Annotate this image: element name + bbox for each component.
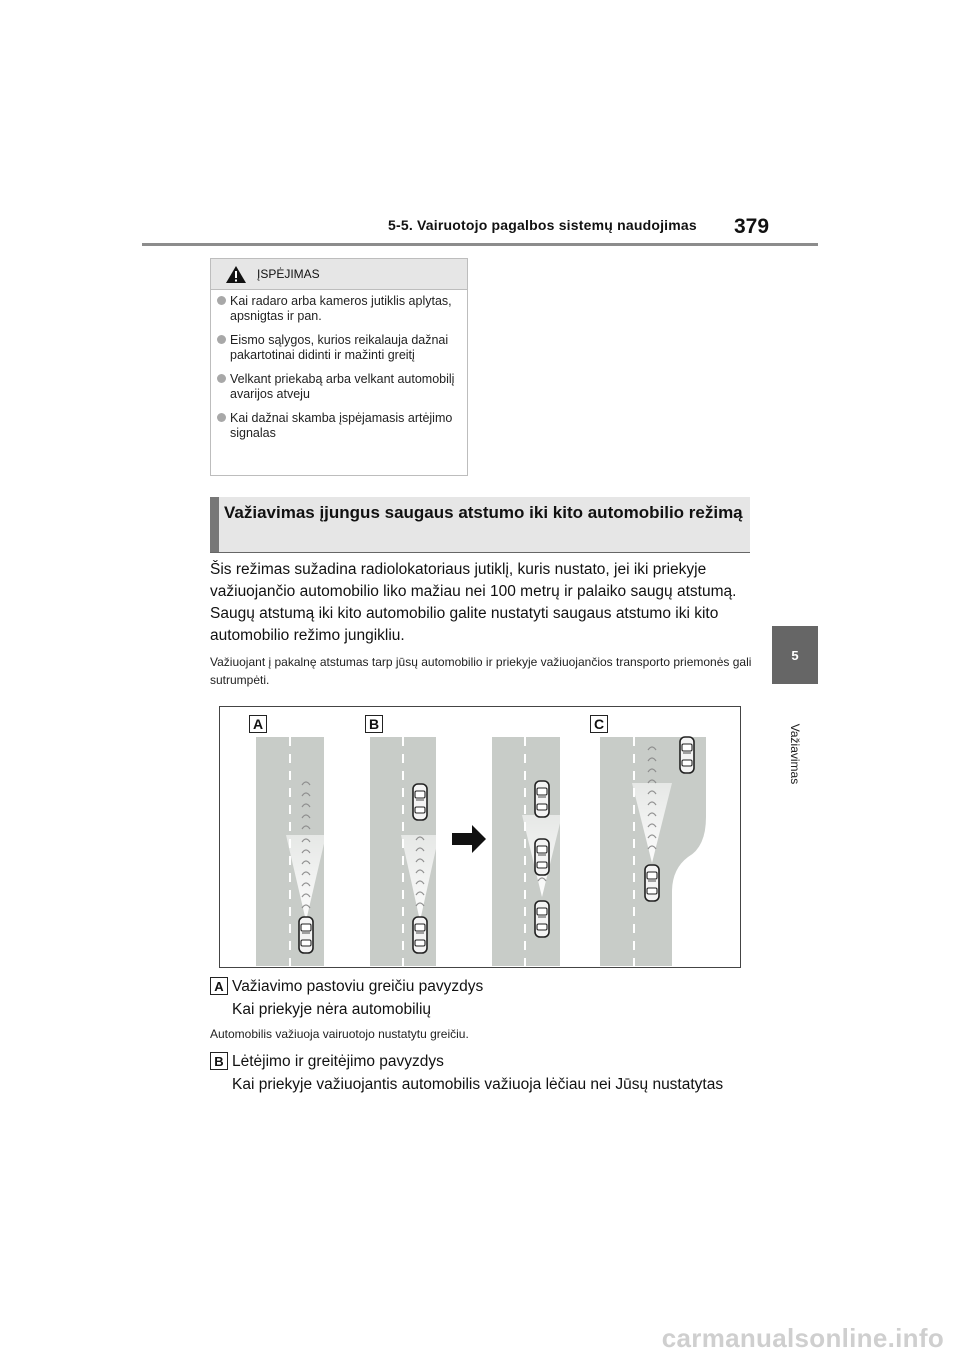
warning-title: ĮSPĖJIMAS bbox=[257, 267, 320, 281]
chapter-header: 5-5. Vairuotojo pagalbos sistemų naudojimas bbox=[388, 217, 697, 233]
warning-item: Velkant priekabą arba velkant automobilį avarijos atveju bbox=[217, 372, 459, 401]
cruise-distance-diagram bbox=[219, 706, 741, 968]
header-divider bbox=[142, 243, 818, 246]
caption-a-note: Automobilis važiuoja vairuotojo nustatytu greičiu. bbox=[210, 1027, 469, 1041]
caption-b-title: Lėtėjimo ir greitėjimo pavyzdys bbox=[232, 1053, 444, 1070]
own-car bbox=[413, 917, 427, 953]
section-accent-bar bbox=[210, 497, 219, 552]
warning-box bbox=[210, 258, 468, 476]
lead-car bbox=[413, 784, 427, 820]
merging-car bbox=[680, 737, 694, 773]
body-paragraph: Šis režimas sužadina radiolokatoriaus jutiklį, kuris nustato, jei iki priekyje važiuojančio automobilio liko mažiau nei 100 metrų ir palaiko saugų atstumą. Saugų atstumą iki kito automobilio galite nustatyti saugaus atstumo iki kito automobilio režimo jungikliu. bbox=[210, 561, 737, 644]
diagram-label-c: C bbox=[590, 715, 608, 733]
chapter-tab[interactable]: 5 bbox=[772, 626, 818, 684]
caption-a-title: Važiavimo pastoviu greičiu pavyzdys bbox=[232, 978, 484, 995]
warning-list bbox=[211, 290, 467, 440]
transition-arrow bbox=[452, 825, 486, 853]
section-header bbox=[210, 497, 750, 553]
caption-label-a: A bbox=[210, 977, 228, 995]
diagram-label-b: B bbox=[365, 715, 383, 733]
caption-label-b: B bbox=[210, 1052, 228, 1070]
caption-b-subtitle: Kai priekyje važiuojantis automobilis važiuoja lėčiau nei Jūsų nustatytas bbox=[232, 1076, 724, 1093]
warning-header bbox=[211, 259, 467, 290]
section-title: Važiavimas įjungus saugaus atstumo iki kito automobilio režimą bbox=[224, 503, 743, 522]
own-car bbox=[535, 839, 549, 875]
follow-car bbox=[535, 901, 549, 937]
watermark: carmanualsonline.info bbox=[661, 1323, 944, 1353]
lead-car bbox=[535, 781, 549, 817]
warning-triangle-icon bbox=[225, 265, 247, 284]
road-illustration bbox=[220, 707, 740, 967]
warning-item: Kai dažnai skamba įspėjamasis artėjimo signalas bbox=[217, 411, 459, 440]
bullet-icon bbox=[217, 374, 226, 383]
warning-item: Kai radaro arba kameros jutiklis aplytas, apsnigtas ir pan. bbox=[217, 294, 459, 323]
bullet-icon bbox=[217, 335, 226, 344]
bullet-icon bbox=[217, 413, 226, 422]
own-car bbox=[299, 917, 313, 953]
own-car bbox=[645, 865, 659, 901]
page-number: 379 bbox=[734, 215, 770, 238]
caption-a-subtitle: Kai priekyje nėra automobilių bbox=[232, 1001, 432, 1018]
diagram-label-a: A bbox=[249, 715, 267, 733]
bullet-icon bbox=[217, 296, 226, 305]
warning-item: Eismo sąlygos, kurios reikalauja dažnai pakartotinai didinti ir mažinti greitį bbox=[217, 333, 459, 362]
chapter-tab-label: Važiavimas bbox=[788, 723, 802, 785]
body-note: Važiuojant į pakalnę atstumas tarp jūsų automobilio ir priekyje važiuojančios transporto priemonės gali sutrumpėti. bbox=[210, 655, 752, 687]
